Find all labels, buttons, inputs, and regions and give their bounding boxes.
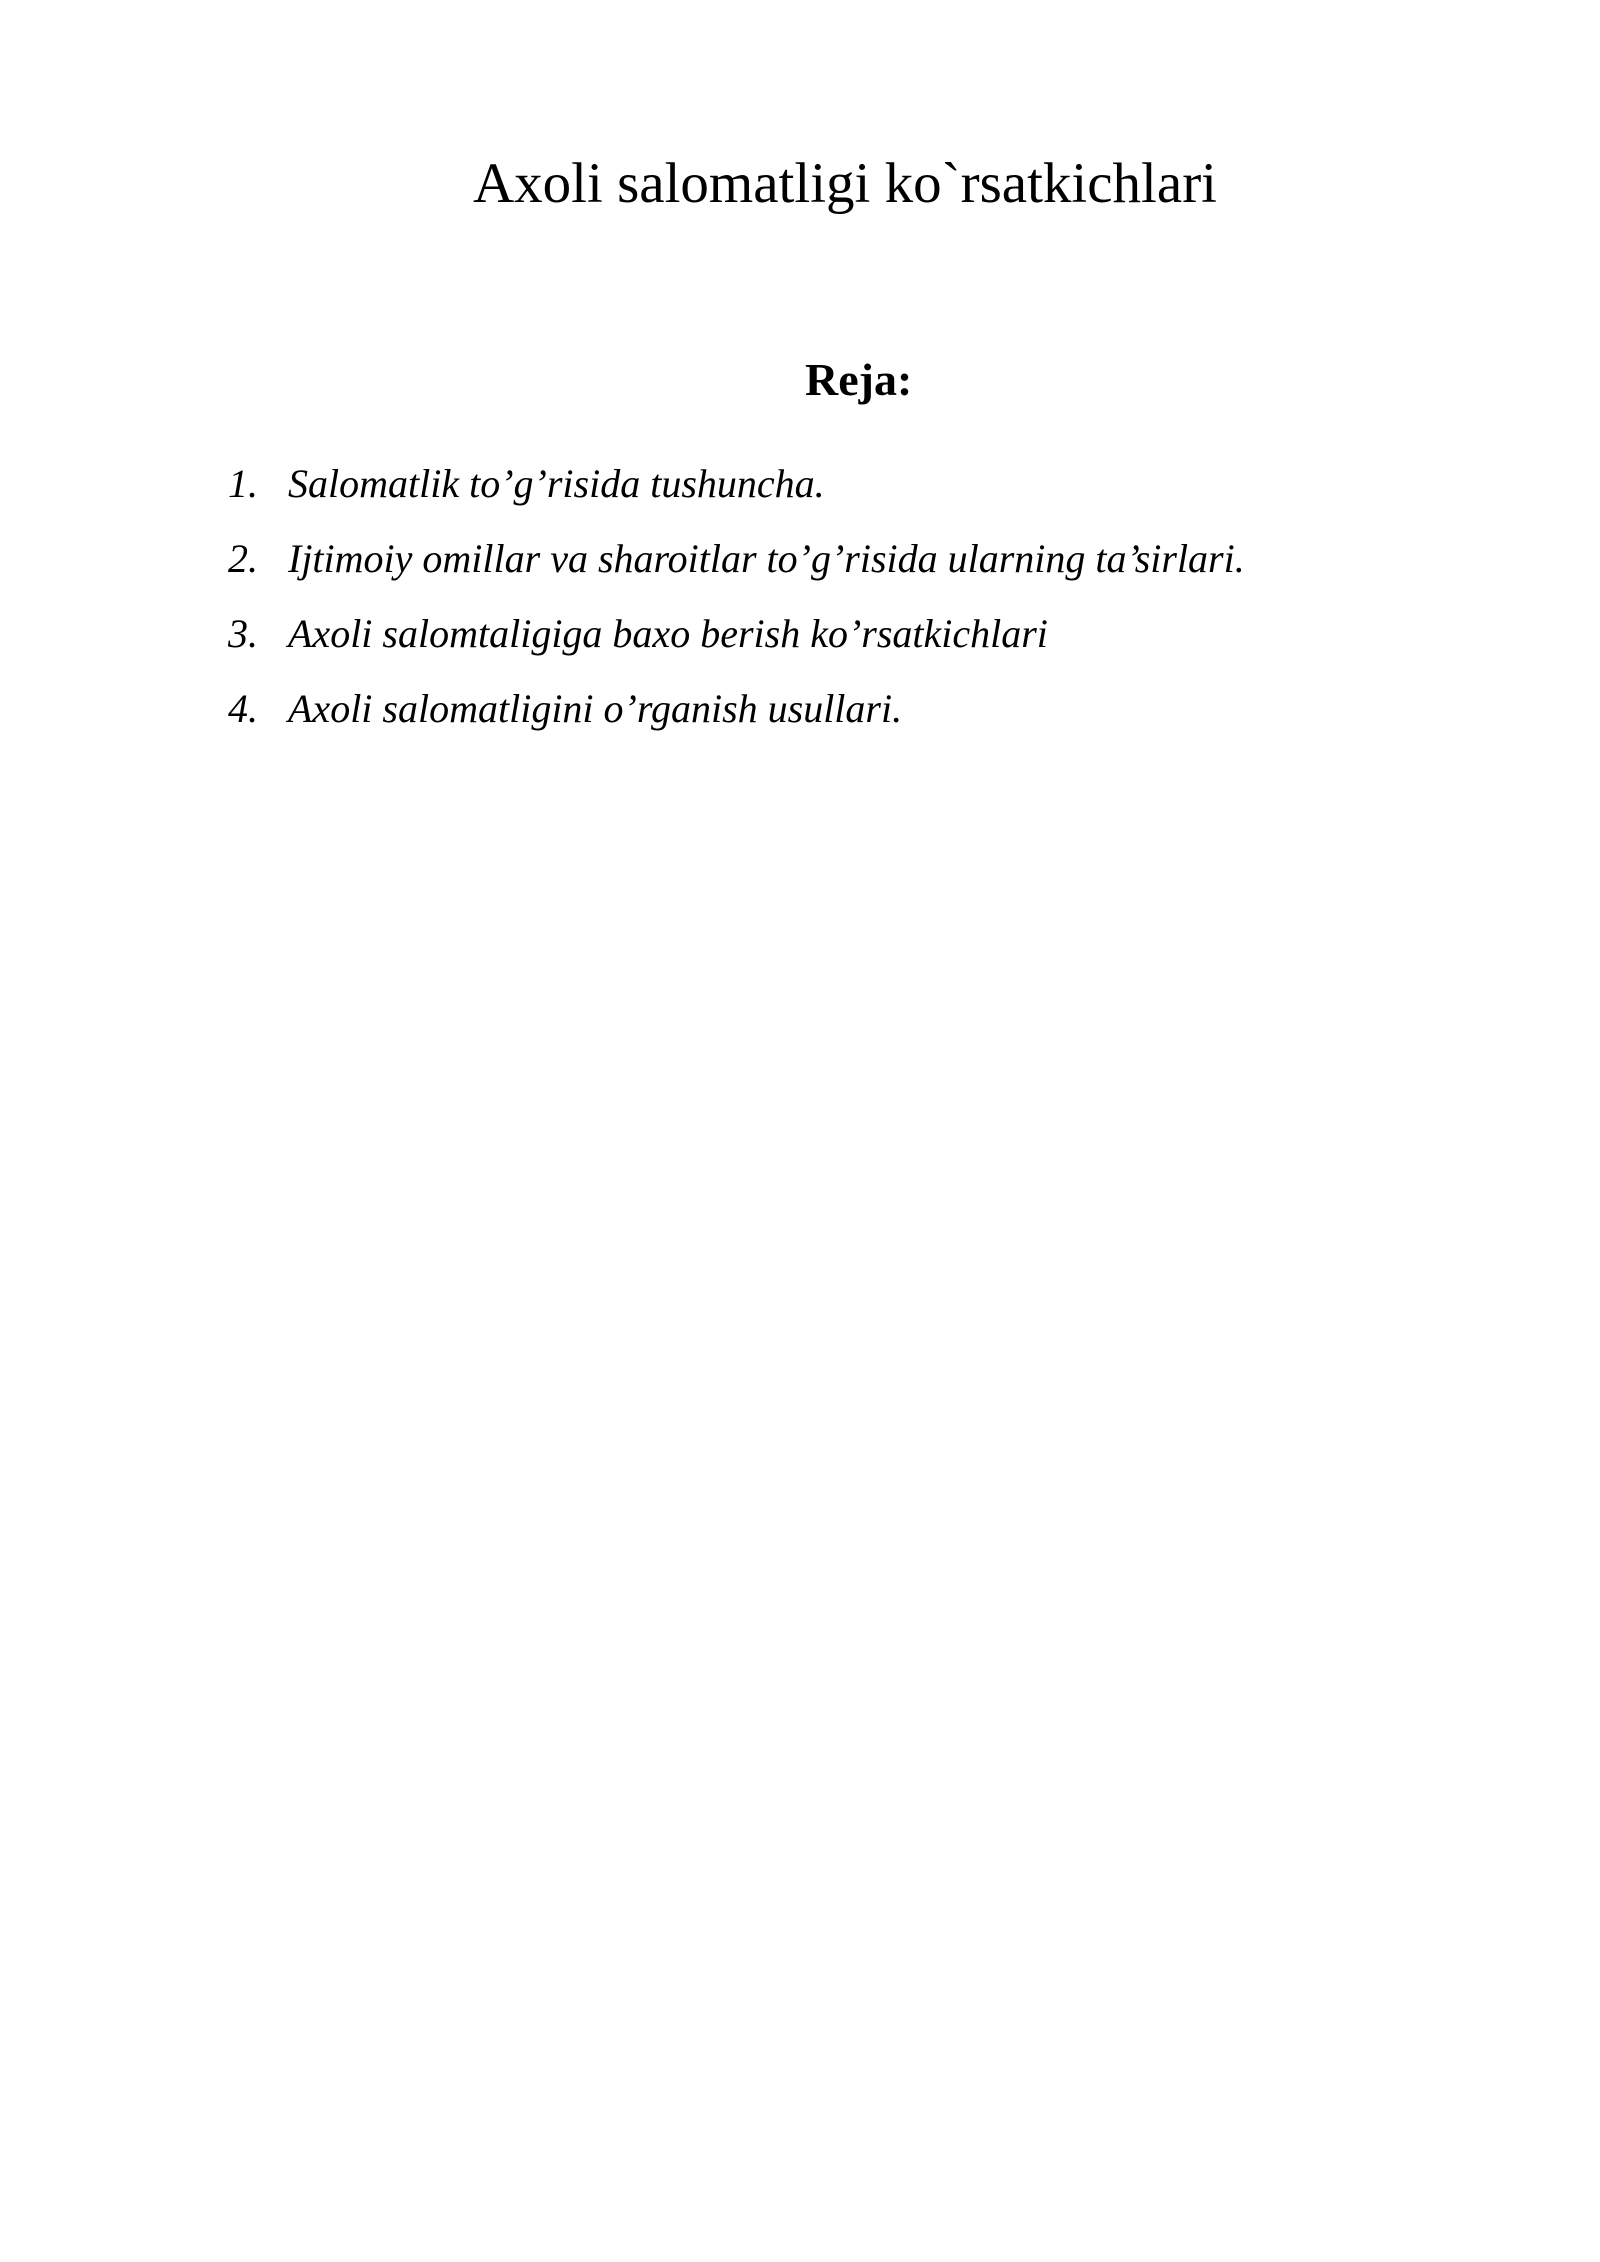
plan-list xyxy=(228,460,1245,760)
plan-item-number: 2. xyxy=(228,536,258,581)
plan-item-text: Axoli salomtaligiga baxo berish ko’rsatkichlari xyxy=(288,611,1048,656)
plan-item-text: Salomatlik to’g’risida tushuncha. xyxy=(288,461,825,506)
plan-item-2 xyxy=(228,535,1245,610)
plan-heading: Reja: xyxy=(805,354,913,405)
plan-item-text: Ijtimoiy omillar va sharoitlar to’g’risida ularning ta’sirlari. xyxy=(288,536,1245,581)
document-title: Axoli salomatligi ko`rsatkichlari xyxy=(473,152,1218,215)
plan-item-number: 4. xyxy=(228,686,258,731)
plan-item-number: 1. xyxy=(228,461,258,506)
plan-item-text: Axoli salomatligini o’rganish usullari. xyxy=(288,686,903,731)
plan-item-1 xyxy=(228,460,1245,535)
plan-item-4 xyxy=(228,685,1245,760)
plan-item-number: 3. xyxy=(228,611,258,656)
plan-item-3 xyxy=(228,610,1245,685)
